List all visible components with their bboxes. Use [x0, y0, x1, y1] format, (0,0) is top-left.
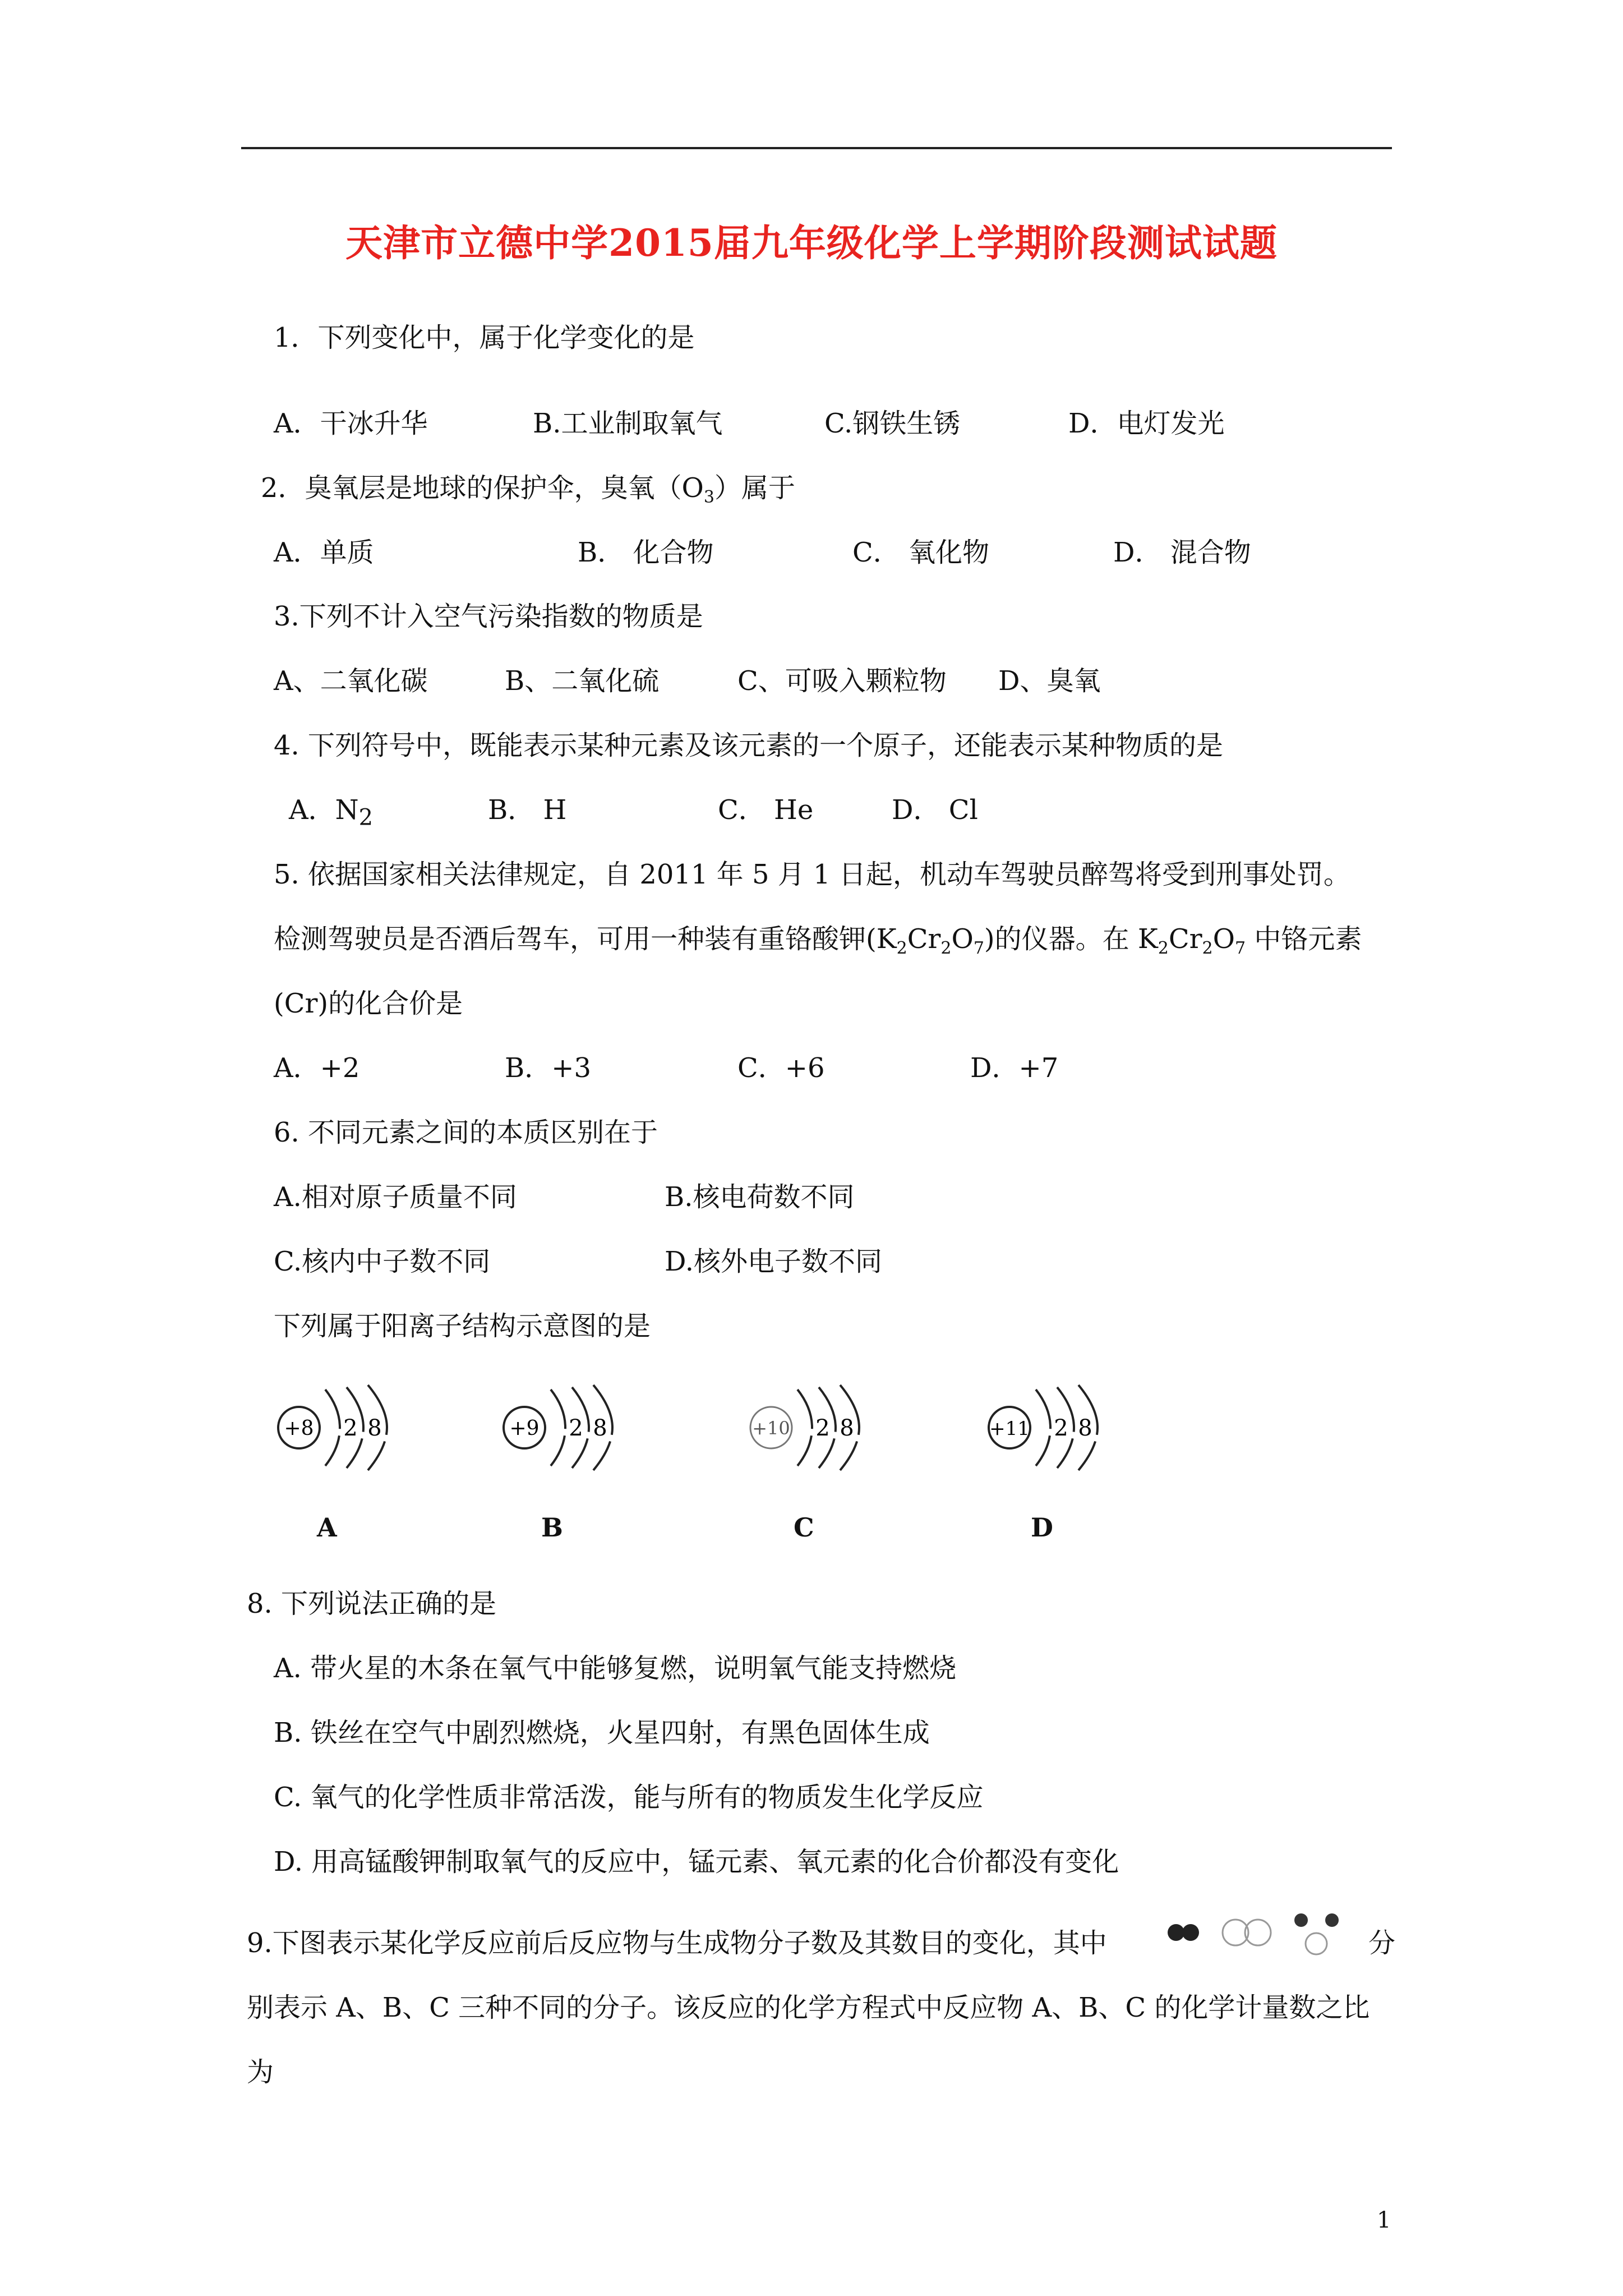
question-6-option-b: B.核电荷数不同: [665, 1181, 855, 1213]
question-9-line-3: 为: [247, 2056, 274, 2088]
svg-text:8: 8: [840, 1415, 854, 1441]
question-5-line-1: 5. 依据国家相关法律规定，自 2011 年 5 月 1 日起，机动车驾驶员醉驾将受到刑事处罚。: [274, 859, 1350, 890]
question-3-option-a: A、二氧化碳: [274, 665, 428, 697]
atom-structure-icon: [499, 1377, 628, 1484]
svg-text:+10: +10: [752, 1418, 790, 1439]
question-4-option-b: B． H: [488, 794, 567, 826]
question-5-option-a: A．+2: [274, 1052, 360, 1084]
svg-text:+11: +11: [989, 1418, 1030, 1440]
question-9-line-1: 9.下图表示某化学反应前后反应物与生成物分子数及其数目的变化，其中: [247, 1927, 1107, 1959]
question-2-option-d: D． 混合物: [1113, 537, 1251, 568]
question-8-option-d: D. 用高锰酸钾制取氧气的反应中，锰元素、氧元素的化合价都没有变化: [274, 1846, 1119, 1878]
question-1-stem: 1．下列变化中，属于化学变化的是: [274, 322, 695, 353]
question-4-stem: 4. 下列符号中，既能表示某种元素及该元素的一个原子，还能表示某种物质的是: [274, 730, 1224, 761]
question-2-option-a: A．单质: [274, 537, 374, 568]
atom-structure-diagram-b: [499, 1377, 628, 1484]
atom-structure-icon: [984, 1377, 1113, 1484]
molecule-a-icon: [1168, 1924, 1199, 1941]
question-2-option-c: C． 氧化物: [852, 537, 989, 568]
svg-text:2: 2: [343, 1415, 358, 1441]
svg-text:+8: +8: [284, 1417, 314, 1440]
question-4-option-d: D． Cl: [892, 794, 978, 826]
question-3-option-b: B、二氧化硫: [505, 665, 660, 697]
svg-text:2: 2: [815, 1415, 830, 1441]
question-8-stem: 8. 下列说法正确的是: [247, 1588, 497, 1619]
question-8-option-c: C. 氧气的化学性质非常活泼，能与所有的物质发生化学反应: [274, 1782, 984, 1813]
atom-diagram-label-c: C: [794, 1512, 814, 1543]
question-2-stem: 2．臭氧层是地球的保护伞，臭氧$(O_3)$属于: [261, 472, 796, 507]
svg-text:8: 8: [593, 1415, 607, 1441]
question-1-option-d: D．电灯发光: [1068, 408, 1225, 439]
question-9-line-2: 别表示 A、B、C 三种不同的分子。该反应的化学方程式中反应物 A、B、C 的化学计量数之比: [247, 1992, 1370, 2023]
question-4-option-c: C． He: [718, 794, 814, 826]
molecule-icons: [1164, 1910, 1366, 1966]
question-5-option-c: C．+6: [737, 1052, 825, 1084]
atom-structure-diagram-c: [746, 1377, 875, 1484]
atom-diagram-label-a: A: [317, 1512, 337, 1543]
atom-structure-diagram-d: [984, 1377, 1113, 1484]
page-title: 天津市立德中学2015届九年级化学上学期阶段测试试题: [345, 221, 1278, 265]
question-3-stem: 3.下列不计入空气污染指数的物质是: [274, 601, 703, 632]
atom-structure-icon: [274, 1377, 403, 1484]
svg-text:2: 2: [569, 1415, 583, 1441]
atom-structure-icon: [746, 1377, 875, 1484]
svg-text:8: 8: [367, 1415, 382, 1441]
atom-diagram-label-d: D: [1031, 1512, 1053, 1543]
question-3-option-c: C、可吸入颗粒物: [737, 665, 947, 697]
header-rule: [241, 147, 1392, 149]
question-3-option-d: D、臭氧: [998, 665, 1101, 697]
question-5-option-d: D．+7: [970, 1052, 1059, 1084]
question-1-option-c: C.钢铁生锈: [824, 408, 961, 439]
question-9-line-1-end: 分: [1368, 1927, 1396, 1959]
question-7-stem: 下列属于阳离子结构示意图的是: [274, 1310, 651, 1342]
question-1-option-b: B.工业制取氧气: [533, 408, 723, 439]
molecule-b-icon: [1223, 1920, 1271, 1945]
svg-text:8: 8: [1078, 1415, 1092, 1441]
molecule-legend: [1164, 1910, 1366, 1968]
atom-diagram-label-b: B: [541, 1512, 563, 1543]
question-1-option-a: A．干冰升华: [274, 408, 428, 439]
atom-structure-diagram-a: [274, 1377, 403, 1484]
question-6-option-c: C.核内中子数不同: [274, 1246, 491, 1277]
question-6-option-a: A.相对原子质量不同: [274, 1181, 517, 1213]
question-4-option-a: A．$N_2$: [289, 794, 374, 831]
question-6-stem: 6. 不同元素之间的本质区别在于: [274, 1117, 658, 1148]
question-5-line-2: 检测驾驶员是否酒后驾车，可用一种装有重铬酸钾$(K_2Cr_2O_7)$的仪器。在 $K_2Cr_2O_7$ 中铬元素: [274, 923, 1362, 958]
page-number: 1: [1377, 2207, 1391, 2233]
question-2-option-b: B． 化合物: [578, 537, 714, 568]
svg-text:+9: +9: [509, 1417, 540, 1440]
question-6-option-d: D.核外电子数不同: [665, 1246, 883, 1277]
question-5-option-b: B．+3: [505, 1052, 592, 1084]
question-5-line-3: (Cr)的化合价是: [274, 988, 463, 1019]
question-8-option-a: A. 带火星的木条在氧气中能够复燃，说明氧气能支持燃烧: [274, 1653, 957, 1684]
molecule-c-icon: [1294, 1913, 1339, 1954]
svg-text:2: 2: [1054, 1415, 1068, 1441]
question-8-option-b: B. 铁丝在空气中剧烈燃烧，火星四射，有黑色固体生成: [274, 1717, 930, 1749]
